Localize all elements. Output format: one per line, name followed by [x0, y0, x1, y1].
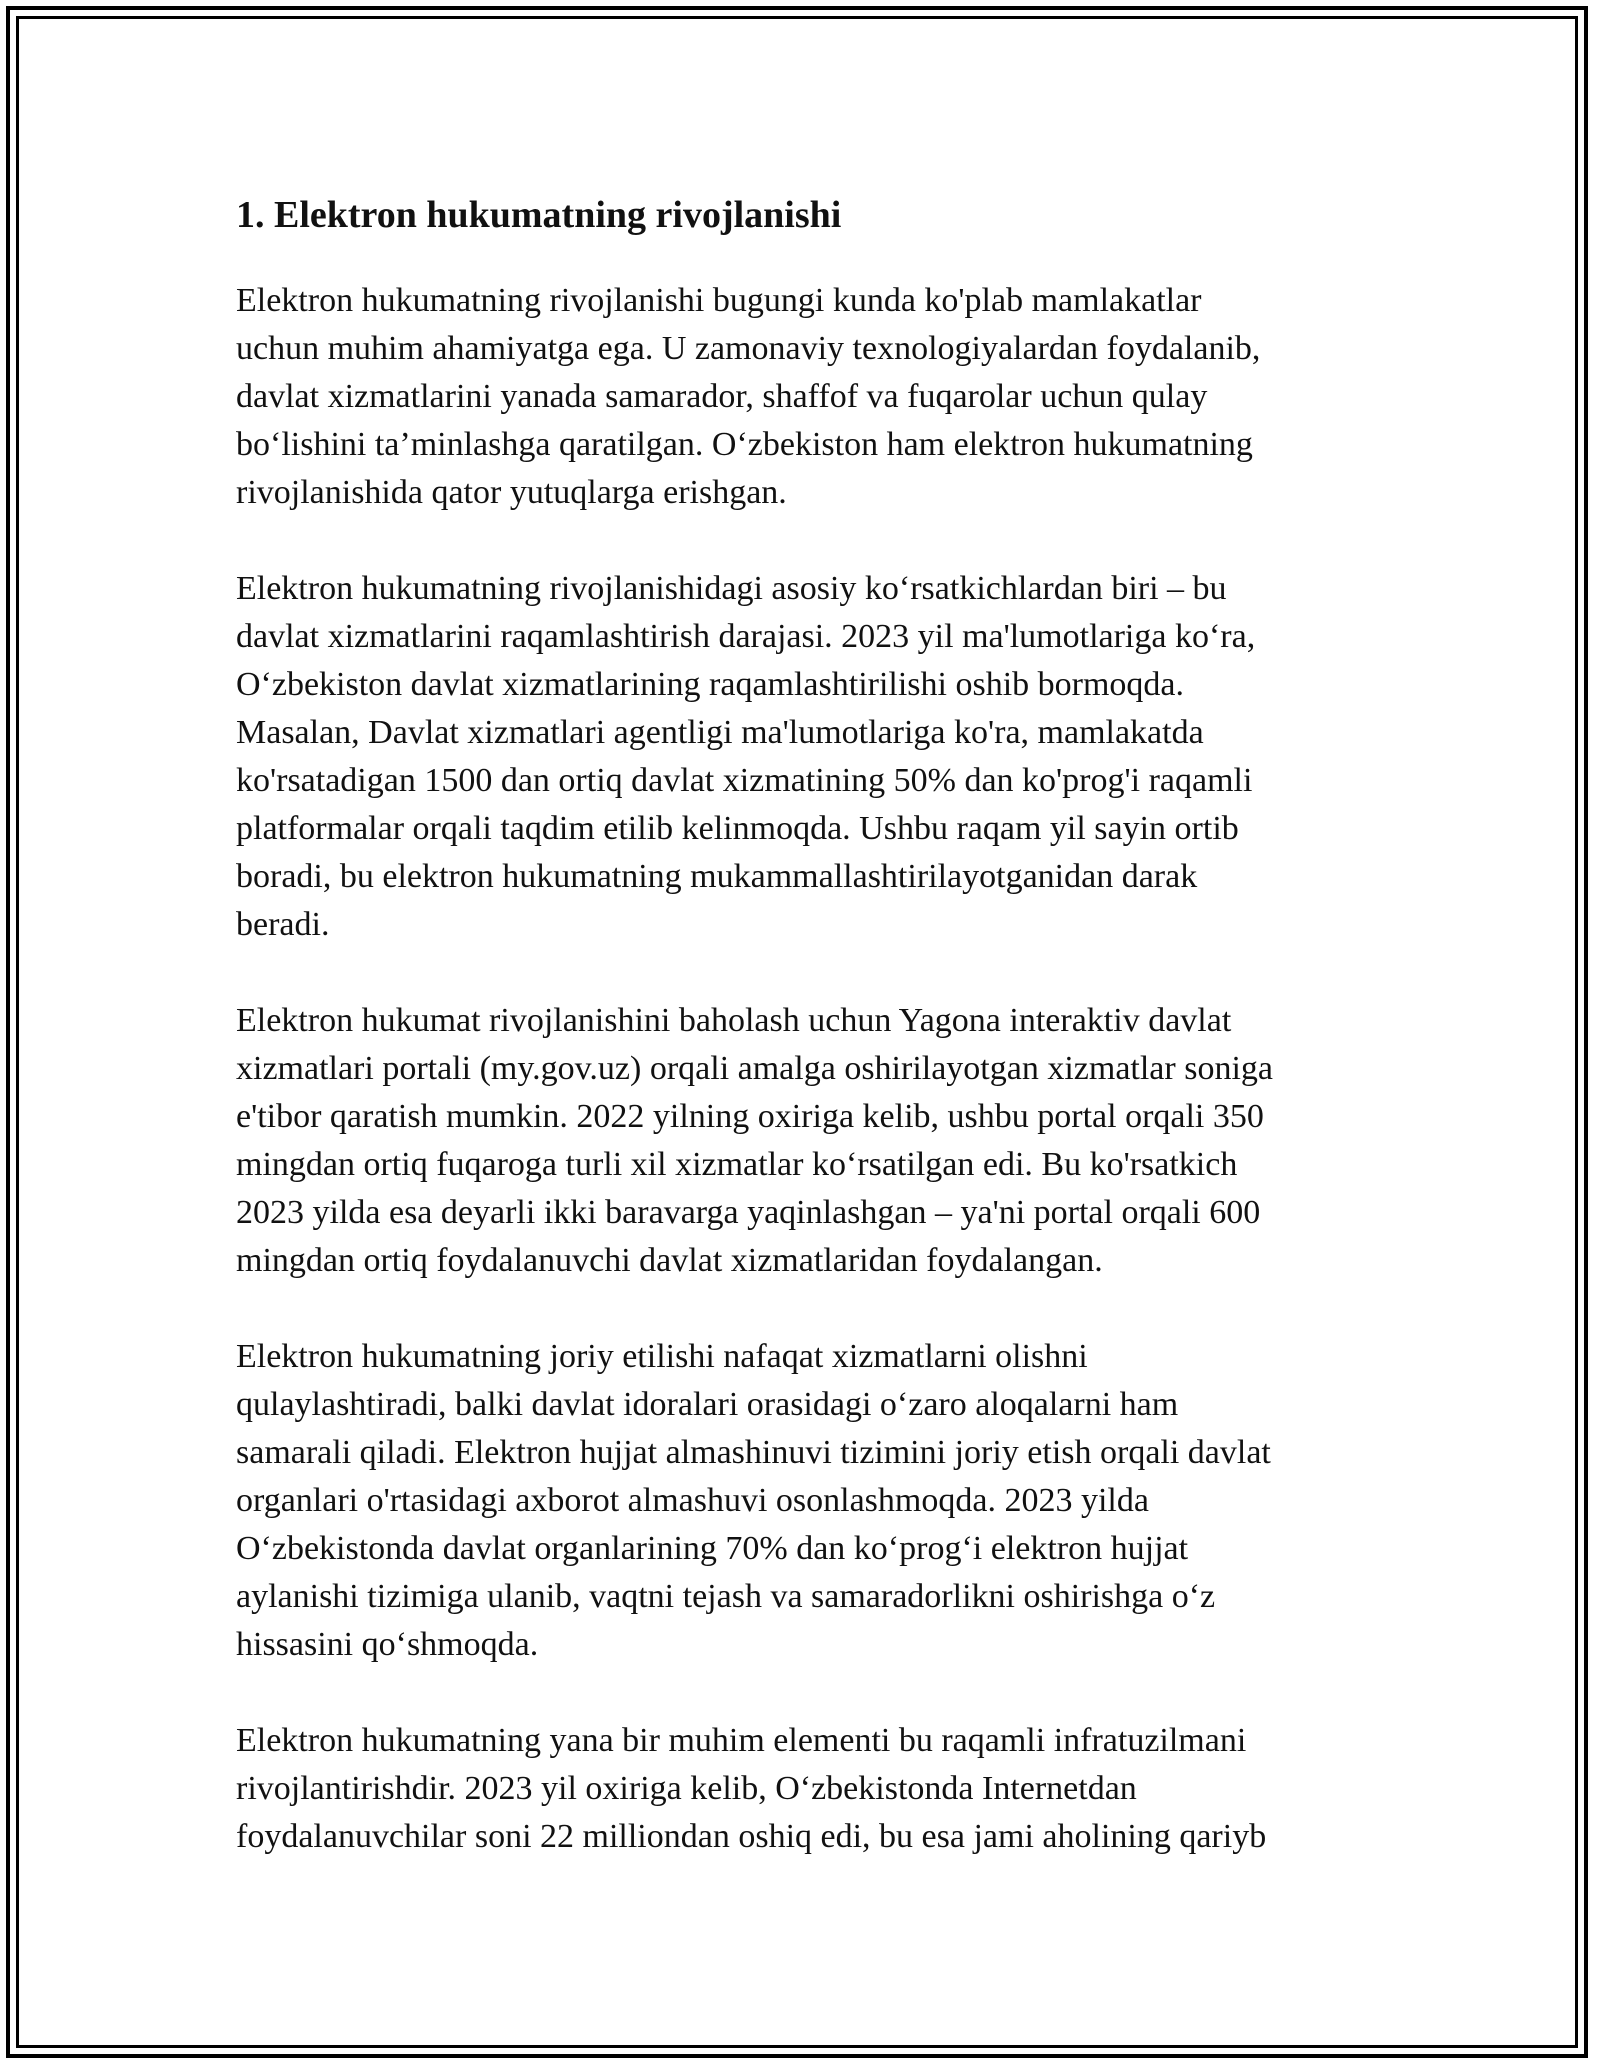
- paragraph-2: [236, 565, 1366, 949]
- text-line: davlat xizmatlarini raqamlashtirish darajasi. 2023 yil ma'lumotlariga ko‘ra,: [236, 618, 1256, 655]
- paragraph-3: [236, 997, 1366, 1285]
- text-line: O‘zbekistonda davlat organlarining 70% dan ko‘prog‘i elektron hujjat: [236, 1530, 1189, 1567]
- text-line: mingdan ortiq fuqaroga turli xil xizmatlar ko‘rsatilgan edi. Bu ko'rsatkich: [236, 1146, 1238, 1183]
- text-line: davlat xizmatlarini yanada samarador, shaffof va fuqarolar uchun qulay: [236, 378, 1208, 415]
- text-line: mingdan ortiq foydalanuvchi davlat xizmatlaridan foydalangan.: [236, 1242, 1103, 1279]
- text-line: Elektron hukumatning yana bir muhim elementi bu raqamli infratuzilmani: [236, 1722, 1247, 1759]
- text-line: e'tibor qaratish mumkin. 2022 yilning oxiriga kelib, ushbu portal orqali 350: [236, 1098, 1264, 1135]
- text-line: qulaylashtiradi, balki davlat idoralari orasidagi o‘zaro aloqalarni ham: [236, 1386, 1179, 1423]
- text-line: hissasini qo‘shmoqda.: [236, 1626, 539, 1663]
- text-line: Elektron hukumat rivojlanishini baholash uchun Yagona interaktiv davlat: [236, 1002, 1232, 1039]
- text-line: organlari o'rtasidagi axborot almashuvi osonlashmoqda. 2023 yilda: [236, 1482, 1149, 1519]
- section-heading: 1. Elektron hukumatning rivojlanishi: [236, 194, 842, 236]
- text-line: rivojlantirishdir. 2023 yil oxiriga kelib, O‘zbekistonda Internetdan: [236, 1770, 1137, 1807]
- text-line: xizmatlari portali (my.gov.uz) orqali amalga oshirilayotgan xizmatlar soniga: [236, 1050, 1273, 1087]
- paragraph-1: [236, 277, 1366, 517]
- text-line: samarali qiladi. Elektron hujjat almashinuvi tizimini joriy etish orqali davlat: [236, 1434, 1271, 1471]
- text-line: aylanishi tizimiga ulanib, vaqtni tejash va samaradorlikni oshirishga o‘z: [236, 1578, 1216, 1615]
- text-line: beradi.: [236, 906, 330, 943]
- paragraph-5: [236, 1717, 1366, 1861]
- text-line: bo‘lishini ta’minlashga qaratilgan. O‘zbekiston ham elektron hukumatning: [236, 426, 1253, 463]
- text-line: foydalanuvchilar soni 22 milliondan oshiq edi, bu esa jami aholining qariyb: [236, 1818, 1267, 1855]
- text-line: rivojlanishida qator yutuqlarga erishgan.: [236, 474, 787, 511]
- text-line: Elektron hukumatning joriy etilishi nafaqat xizmatlarni olishni: [236, 1338, 1088, 1375]
- text-line: Masalan, Davlat xizmatlari agentligi ma'lumotlariga ko'ra, mamlakatda: [236, 714, 1204, 751]
- text-line: O‘zbekiston davlat xizmatlarining raqamlashtirilishi oshib bormoqda.: [236, 666, 1185, 703]
- text-line: Elektron hukumatning rivojlanishidagi asosiy ko‘rsatkichlardan biri – bu: [236, 570, 1227, 607]
- text-line: platformalar orqali taqdim etilib kelinmoqda. Ushbu raqam yil sayin ortib: [236, 810, 1239, 847]
- text-line: 2023 yilda esa deyarli ikki baravarga yaqinlashgan – ya'ni portal orqali 600: [236, 1194, 1261, 1231]
- text-line: Elektron hukumatning rivojlanishi bugungi kunda ko'plab mamlakatlar: [236, 282, 1202, 319]
- text-line: uchun muhim ahamiyatga ega. U zamonaviy texnologiyalardan foydalanib,: [236, 330, 1261, 367]
- document-body: [236, 183, 1366, 1909]
- paragraph-4: [236, 1333, 1366, 1669]
- text-line: ko'rsatadigan 1500 dan ortiq davlat xizmatining 50% dan ko'prog'i raqamli: [236, 762, 1253, 799]
- text-line: boradi, bu elektron hukumatning mukammallashtirilayotganidan darak: [236, 858, 1198, 895]
